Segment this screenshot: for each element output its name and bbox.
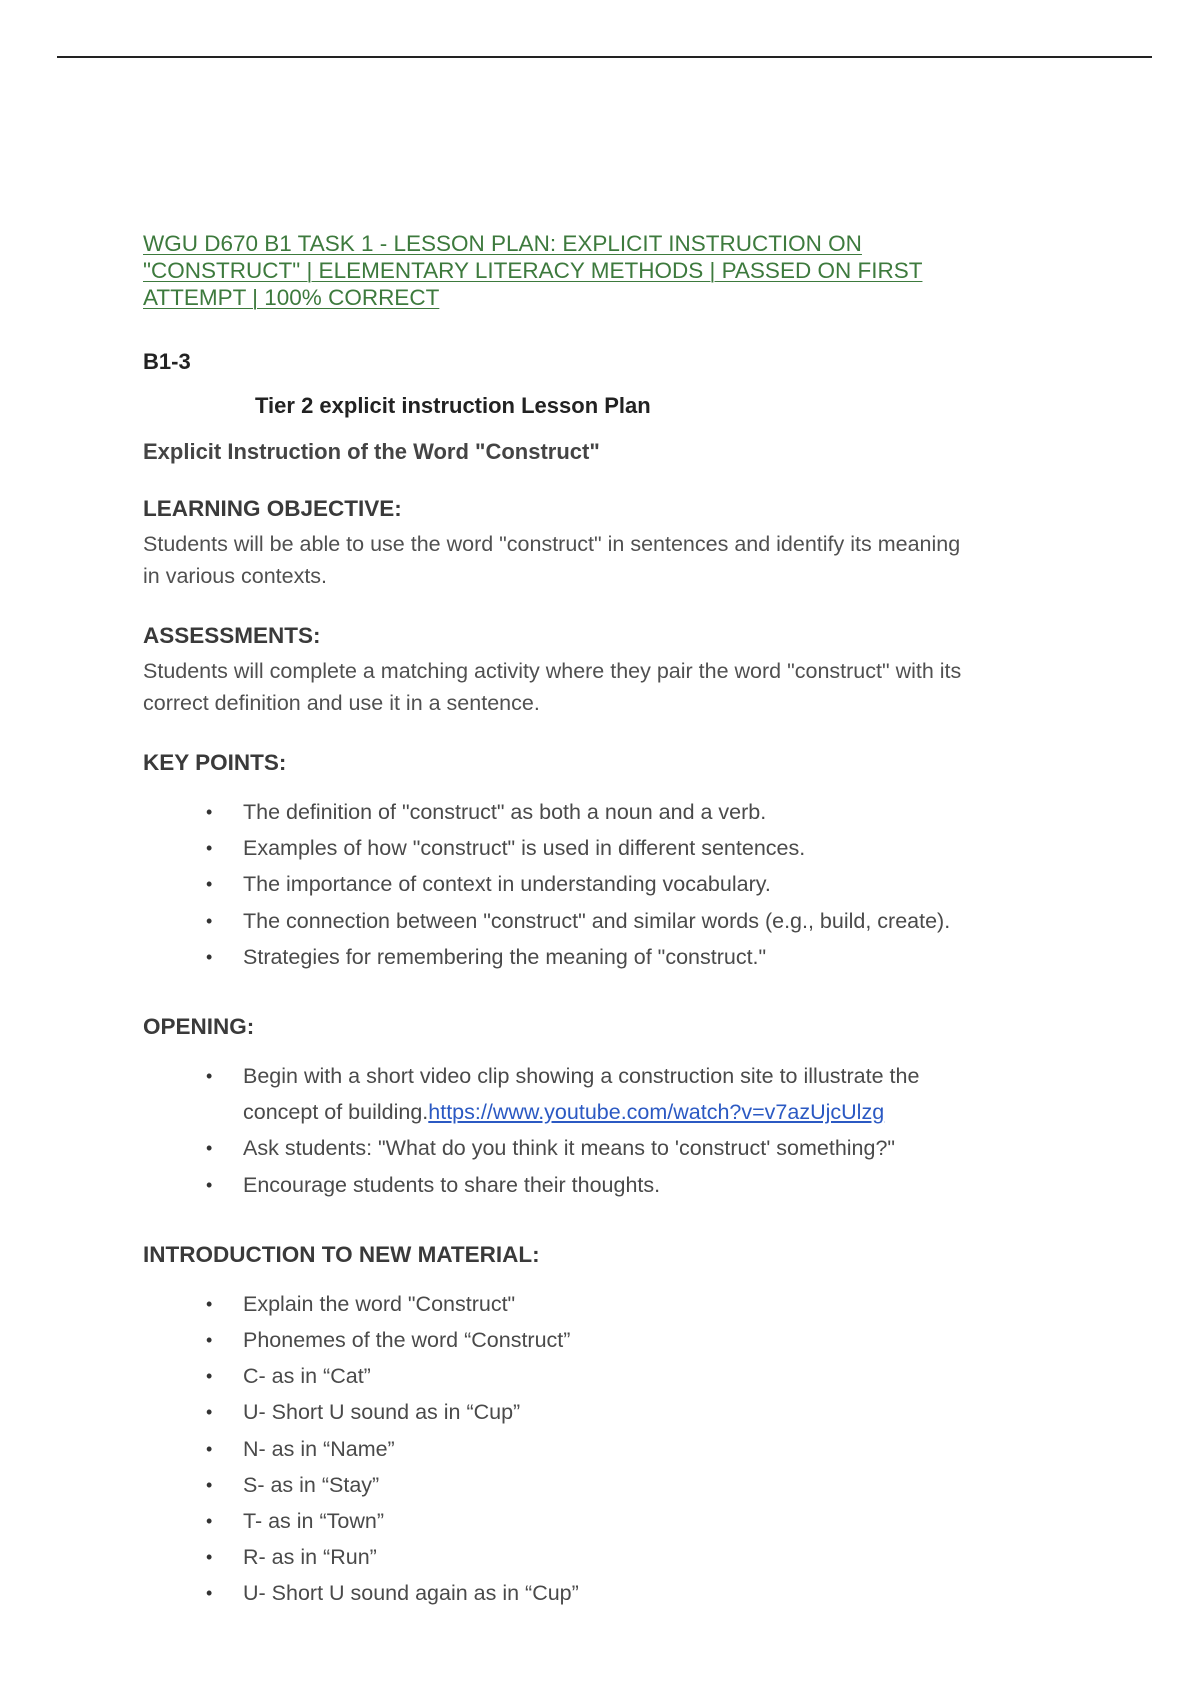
key-points-list: [143, 794, 1073, 975]
bullet-icon: •: [206, 1438, 213, 1459]
bullet-icon: •: [206, 802, 213, 822]
list-item: [206, 903, 1073, 939]
list-item: [206, 1322, 1073, 1358]
list-item: [206, 1431, 1073, 1467]
list-item-text: Begin with a short video clip showing a construction site to illustrate the: [243, 1064, 920, 1089]
bullet-icon: •: [206, 1330, 213, 1351]
youtube-video-link[interactable]: https://www.youtube.com/watch?v=v7azUjcUlzg: [428, 1100, 885, 1125]
document-page: [143, 230, 1073, 1650]
list-item-text: Examples of how "construct" is used in different sentences.: [243, 836, 806, 861]
list-item-text: concept of building.: [243, 1100, 429, 1125]
list-item: [206, 1286, 1073, 1322]
lesson-plan-subtitle: Explicit Instruction of the Word "Construct": [143, 439, 600, 464]
key-points-heading: KEY POINTS:: [143, 750, 287, 775]
learning-objective-line: Students will be able to use the word "construct" in sentences and identify its meaning: [143, 532, 961, 556]
bullet-icon: •: [206, 1293, 213, 1314]
list-item: [206, 1503, 1073, 1539]
bullet-icon: •: [206, 1474, 213, 1495]
list-item-text: Ask students: "What do you think it means to 'construct' something?": [243, 1136, 896, 1161]
bullet-icon: •: [206, 1174, 213, 1195]
list-item: [206, 1539, 1073, 1575]
list-item: [206, 1058, 1073, 1130]
bullet-icon: •: [206, 910, 213, 931]
list-item-text: Strategies for remembering the meaning of "construct.": [243, 944, 767, 969]
opening-heading: OPENING:: [143, 1014, 255, 1040]
bullet-icon: •: [206, 946, 213, 967]
bullet-icon: •: [206, 1583, 213, 1604]
list-item-text: T- as in “Town”: [243, 1509, 384, 1534]
title-line-1: WGU D670 B1 TASK 1 - LESSON PLAN: EXPLICIT INSTRUCTION ON: [143, 231, 862, 256]
learning-objective-text: [143, 528, 1073, 592]
introduction-list: [143, 1286, 1073, 1612]
title-line-3: ATTEMPT | 100% CORRECT: [143, 285, 440, 310]
bullet-icon: •: [206, 1402, 213, 1423]
introduction-heading: INTRODUCTION TO NEW MATERIAL:: [143, 1241, 540, 1267]
list-item-text: The connection between "construct" and similar words (e.g., build, create).: [243, 908, 951, 933]
top-divider: [57, 56, 1152, 58]
assessments-line: correct definition and use it in a sentence.: [143, 691, 540, 715]
list-item: [206, 1167, 1073, 1203]
list-item: [206, 794, 1073, 830]
list-item: [206, 1130, 1073, 1166]
bullet-icon: •: [206, 1547, 213, 1568]
list-item-text: U- Short U sound as in “Cup”: [243, 1400, 521, 1425]
section-code: B1-3: [143, 349, 191, 374]
list-item-text: The definition of "construct" as both a noun and a verb.: [243, 800, 767, 824]
learning-objective-heading: LEARNING OBJECTIVE:: [143, 496, 402, 521]
list-item-text: The importance of context in understanding vocabulary.: [243, 872, 771, 897]
assessments-line: Students will complete a matching activity where they pair the word "construct" with its: [143, 659, 962, 683]
document-title[interactable]: [143, 230, 993, 311]
list-item-text: U- Short U sound again as in “Cup”: [243, 1581, 579, 1606]
bullet-icon: •: [206, 1511, 213, 1532]
lesson-plan-title: Tier 2 explicit instruction Lesson Plan: [255, 393, 651, 418]
bullet-icon: •: [206, 1138, 213, 1159]
title-line-2: "CONSTRUCT" | ELEMENTARY LITERACY METHODS | PASSED ON FIRST: [143, 258, 923, 283]
list-item: [206, 939, 1073, 975]
list-item-text: R- as in “Run”: [243, 1545, 377, 1570]
list-item-text: N- as in “Name”: [243, 1436, 395, 1461]
list-item: [206, 1358, 1073, 1394]
list-item-text: C- as in “Cat”: [243, 1364, 371, 1389]
bullet-icon: •: [206, 874, 213, 895]
learning-objective-line: in various contexts.: [143, 564, 328, 588]
bullet-icon: •: [206, 1366, 213, 1387]
list-item: [206, 830, 1073, 866]
list-item-text: Phonemes of the word “Construct”: [243, 1328, 571, 1353]
list-item-text: S- as in “Stay”: [243, 1472, 380, 1497]
list-item: [206, 1575, 1073, 1611]
list-item: [206, 866, 1073, 902]
list-item: [206, 1394, 1073, 1430]
opening-list: [143, 1058, 1073, 1203]
assessments-heading: ASSESSMENTS:: [143, 623, 321, 648]
list-item-text: Explain the word "Construct": [243, 1291, 516, 1316]
assessments-text: [143, 655, 1073, 719]
bullet-icon: •: [206, 1066, 213, 1087]
bullet-icon: •: [206, 838, 213, 859]
list-item: [206, 1467, 1073, 1503]
list-item-text: Encourage students to share their thoughts.: [243, 1172, 661, 1197]
list-item-text-continued: [243, 1094, 1073, 1130]
